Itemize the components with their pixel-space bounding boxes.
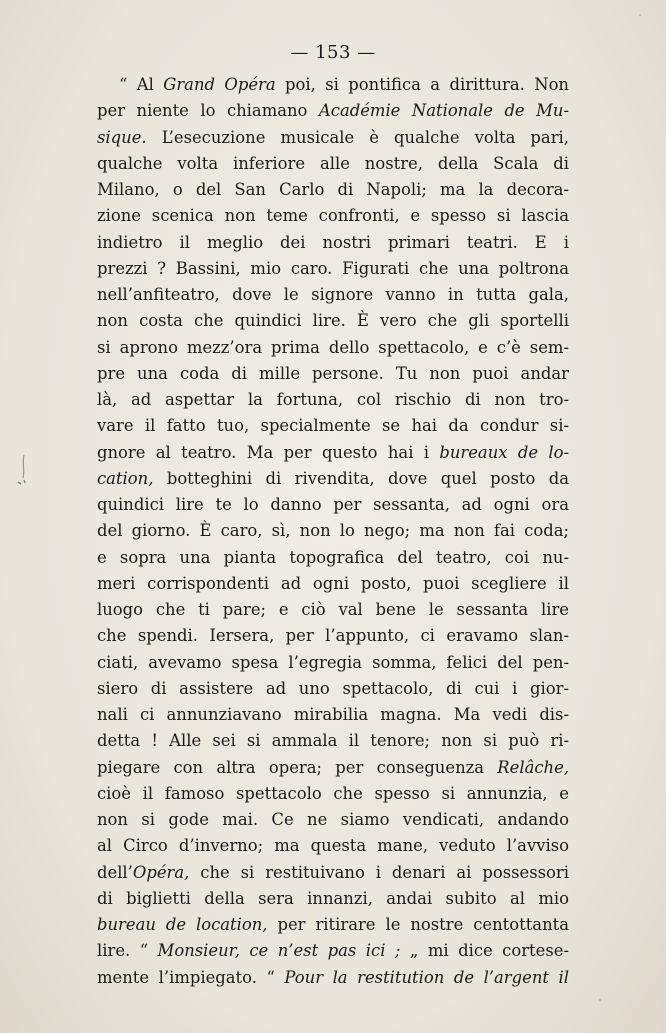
text-run: mente l’impiegato. “ [97,967,285,987]
italic-run: Relâche, [497,757,569,777]
text-run: quindici lire te lo danno per sessanta, ad ogni ora [97,495,569,514]
italic-run: bureau de location, [97,915,268,934]
text-run: cioè il famoso spettacolo che spesso si annunzia, e [97,783,569,803]
text-line [97,886,569,912]
text-line [97,492,569,518]
text-run: indietro il meglio dei nostri primari teatri. E i [97,232,569,252]
text-run: per ritirare le nostre centottanta [267,915,569,934]
text-run: ciati, avevamo spesa l’egregia somma, felici del pen- [97,652,569,672]
text-run: botteghini di rivendita, dove quel posto da [153,468,569,488]
text-run: prezzi ? Bassini, mio caro. Figurati che una poltrona [97,258,569,278]
text-line [97,256,569,282]
italic-run: sique. [97,127,147,147]
text-run: per niente lo chiamano [97,101,319,121]
text-line [97,965,569,991]
text-line [97,571,569,597]
margin-pencil-mark [23,455,24,478]
text-line [97,807,569,833]
text-line [97,177,569,203]
text-run: meri corrispondenti ad ogni posto, puoi scegliere il [97,573,569,593]
italic-run: Académie Nationale de Mu- [318,101,569,121]
text-run: siero di assistere ad uno spettacolo, di cui i gior- [97,678,569,698]
text-run: “ Al [119,75,164,94]
text-line [97,387,569,413]
italic-run: Pour la restitution de l’argent il [284,967,569,987]
text-run: Milano, o del San Carlo di Napoli; ma la decora- [97,180,569,199]
italic-run: Monsieur, ce n’est pas ici ; [157,941,401,961]
text-line [97,676,569,702]
italic-run: bureaux de lo- [439,442,569,462]
text-line [97,466,569,492]
text-run: gnore al teatro. Ma per questo hai i [97,442,440,462]
margin-pencil-mark [18,480,25,484]
italic-run: cation, [97,468,154,488]
text-line [97,72,569,98]
text-run: lire. “ [97,941,158,961]
text-line [97,623,569,649]
text-run: vare il fatto tuo, specialmente se hai da condur si- [97,416,569,436]
text-line [97,597,569,623]
text-line [97,151,569,177]
text-run: non si gode mai. Ce ne siamo vendicati, andando [97,810,569,829]
text-run: „ mi dice cortese- [400,941,569,961]
text-run: detta ! Alle sei si ammala il tenore; non si può ri- [97,731,569,751]
text-line [97,282,569,308]
text-run: del giorno. È caro, sì, non lo nego; ma non fai coda; [97,521,569,541]
text-run: L’esecuzione musicale è qualche volta pari, [146,127,569,147]
text-run: di biglietti della sera innanzi, andai subito al mio [97,888,569,908]
text-run: e sopra una pianta topografica del teatro, coi nu- [97,547,569,567]
text-line [97,833,569,859]
text-run: zione scenica non teme confronti, e spesso si lascia [97,206,569,226]
text-run: luogo che ti pare; e ciò val bene le sessanta lire [97,600,569,619]
body-text [97,72,569,991]
text-line [97,203,569,229]
text-run: dell’ [97,862,133,882]
text-line [97,125,569,151]
text-run: là, ad aspettar la fortuna, col rischio di non tro- [97,390,569,409]
page-number: — 153 — [290,42,376,63]
text-line [97,308,569,334]
text-run: si aprono mezz’ora prima dello spettacolo, e c’è sem- [97,337,569,357]
text-line [97,912,569,938]
text-line [97,230,569,256]
text-run: qualche volta inferiore alle nostre, della Scala di [97,153,569,173]
paper-speck [599,999,601,1001]
text-line [97,440,569,466]
text-line [97,518,569,544]
text-line [97,781,569,807]
text-run: che spendi. Iersera, per l’appunto, ci eravamo slan- [97,626,569,646]
text-run: piegare con altra opera; per conseguenza [97,757,498,777]
italic-run: Opéra, [132,862,190,882]
text-run: non costa che quindici lire. È vero che gli sportelli [97,311,569,331]
text-run: nell’anfiteatro, dove le signore vanno in tutta gala, [97,285,569,304]
text-line [97,755,569,781]
text-run: poi, si pontifica a dirittura. Non [275,75,569,94]
text-run: pre una coda di mille persone. Tu non puoi andar [97,363,569,383]
text-line [97,545,569,571]
text-line [97,938,569,964]
text-line [97,335,569,361]
text-line [97,413,569,439]
italic-run: Grand Opéra [163,75,276,94]
text-line [97,728,569,754]
text-line [97,702,569,728]
text-line [97,650,569,676]
paper-speck [639,14,641,16]
text-line [97,361,569,387]
text-line [97,860,569,886]
text-run: che si restituivano i denari ai possessori [189,862,569,882]
text-run: nali ci annunziavano mirabilia magna. Ma vedi dis- [97,705,569,724]
text-line [97,98,569,124]
text-run: al Circo d’inverno; ma questa mane, veduto l’avviso [97,836,569,856]
